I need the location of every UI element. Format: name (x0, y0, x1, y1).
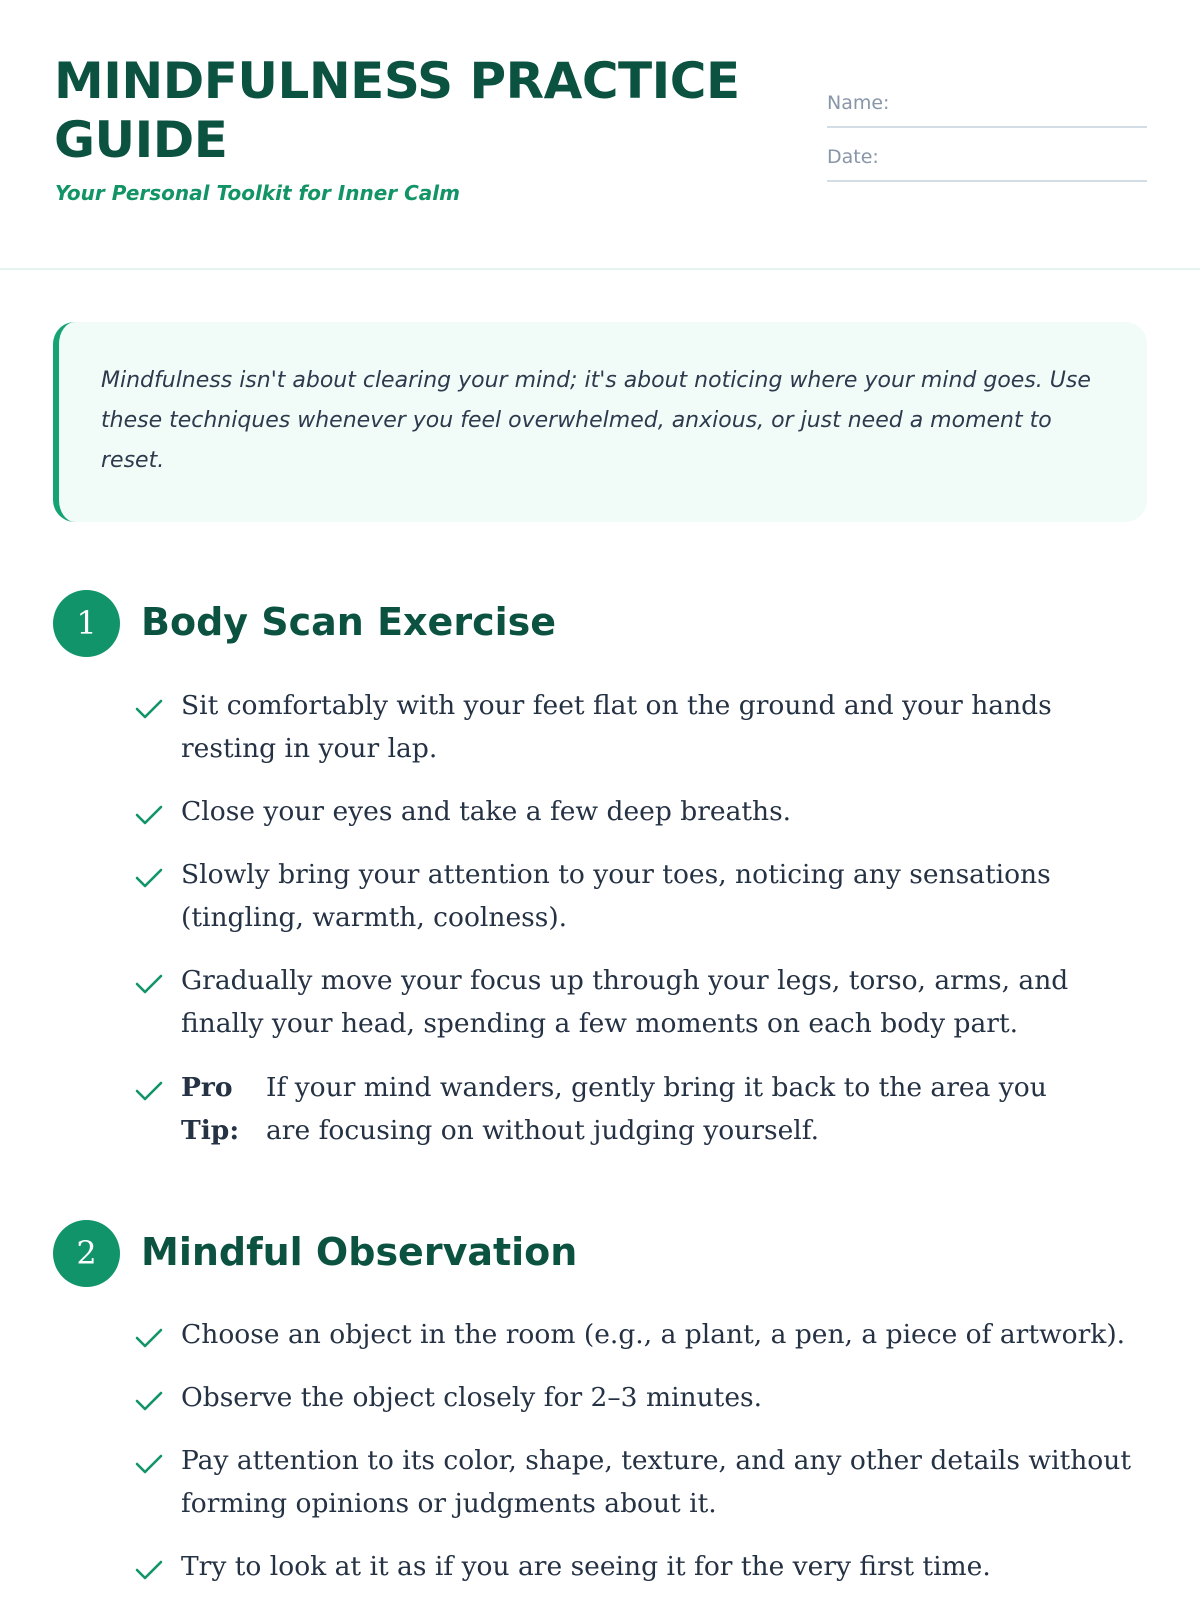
list-item-text: Pay attention to its color, shape, texture, and any other details without forming opinions or judgments about it. (181, 1445, 1131, 1519)
name-label: Name: (827, 92, 890, 114)
section-title: Body Scan Exercise (141, 600, 557, 644)
section-number-badge: 1 (53, 590, 120, 657)
list-item-text: Try to look at it as if you are seeing it for the very first time. (181, 1551, 991, 1582)
page-header (0, 0, 1200, 270)
check-icon (135, 1081, 163, 1101)
check-icon (135, 868, 163, 888)
date-label: Date: (827, 146, 879, 168)
list-item-text: Slowly bring your attention to your toes, noticing any sensations (tingling, warmth, coolness). (181, 859, 1051, 933)
list-item-text: Close your eyes and take a few deep breaths. (181, 796, 792, 827)
list-item-text: Choose an object in the room (e.g., a plant, a pen, a piece of artwork). (181, 1319, 1126, 1350)
list-item-text: Gradually move your focus up through your legs, torso, arms, and finally your head, spending a few moments on each body part. (181, 965, 1069, 1039)
name-field[interactable] (827, 76, 1147, 128)
pro-tip-label: Pro Tip: (181, 1072, 240, 1146)
intro-callout (53, 322, 1147, 522)
check-icon (135, 1391, 163, 1411)
page-title: MINDFULNESS PRACTICE GUIDE (54, 52, 740, 169)
check-icon (135, 699, 163, 719)
intro-text: Mindfulness isn't about clearing your mind; it's about noticing where your mind goes. Use these techniques whenever you feel overwhelmed, anxious, or just need a moment to reset. (101, 368, 1091, 473)
check-icon (135, 1328, 163, 1348)
check-icon (135, 805, 163, 825)
section-number-badge: 2 (53, 1220, 120, 1287)
page-subtitle: Your Personal Toolkit for Inner Calm (55, 181, 460, 205)
list-item-text: Sit comfortably with your feet flat on the ground and your hands resting in your lap. (181, 690, 1052, 764)
date-field[interactable] (827, 130, 1147, 182)
section-title: Mindful Observation (141, 1230, 578, 1274)
check-icon (135, 1560, 163, 1580)
list-item-text: Observe the object closely for 2–3 minutes. (181, 1382, 763, 1413)
check-icon (135, 1454, 163, 1474)
check-icon (135, 974, 163, 994)
pro-tip-text: If your mind wanders, gently bring it back to the area you are focusing on without judging yourself. (266, 1072, 1047, 1146)
